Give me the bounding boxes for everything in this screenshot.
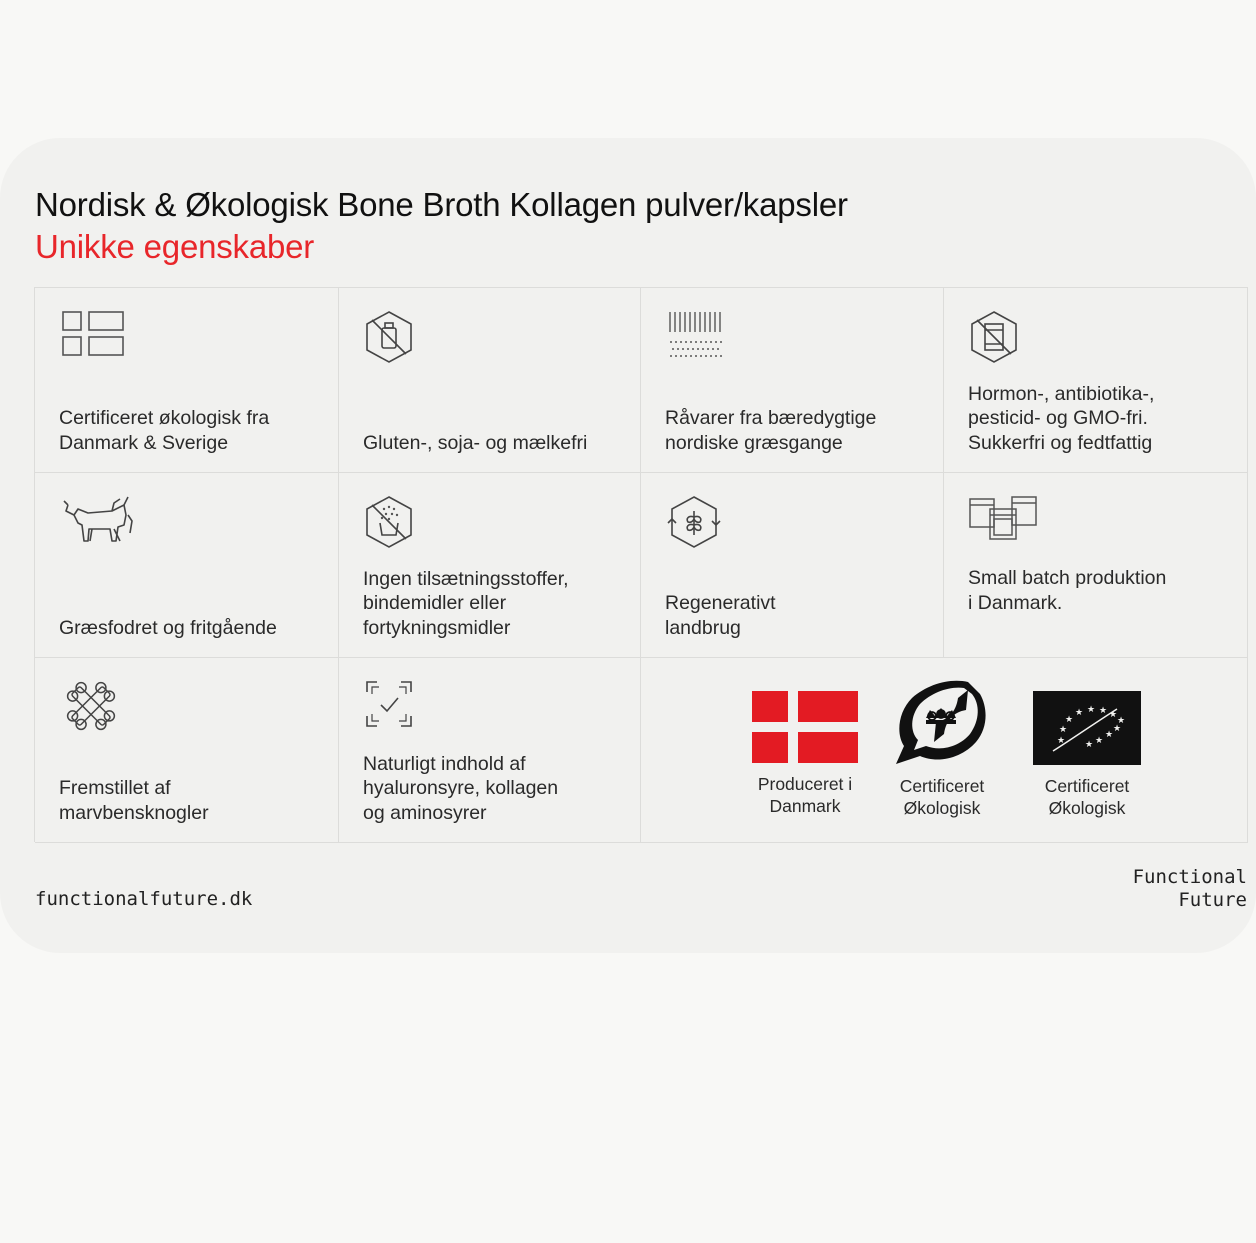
bones-icon [65, 680, 117, 732]
feature-text: Certificeret økologisk fra Danmark & Sverige [59, 407, 270, 454]
danish-organic-label-icon [894, 680, 988, 773]
small-batch-jars-icon [968, 495, 1038, 543]
scan-check-icon [365, 680, 413, 728]
svg-text:★: ★ [1057, 736, 1066, 746]
svg-text:★: ★ [1099, 706, 1108, 716]
feature-cell-small-batch [944, 473, 1248, 658]
feature-cell-no-additives [339, 473, 641, 658]
svg-text:★: ★ [1113, 724, 1122, 734]
page-subtitle: Unikke egenskaber [35, 228, 315, 265]
feature-text: Gluten-, soja- og mælkefri [363, 431, 588, 454]
feature-text: Regenerativt landbrug [665, 592, 776, 639]
feature-text: Ingen tilsætningsstoffer, bindemidler eller fortykningsmidler [363, 567, 569, 639]
svg-text:★: ★ [1065, 715, 1074, 725]
feature-cell-bones [35, 658, 339, 843]
feature-cell-certified [35, 288, 339, 473]
brand-logo-text: Functional Future [1132, 866, 1247, 911]
feature-text: Fremstillet af marvbensknogler [59, 777, 209, 824]
hormone-free-icon [969, 310, 1019, 364]
feature-cell-natural-content [339, 658, 641, 843]
no-additives-icon [364, 495, 414, 549]
feature-cell-regenerative [641, 473, 944, 658]
danish-flag-icon [752, 691, 858, 768]
svg-text:★: ★ [1085, 740, 1094, 750]
badge-caption: Certificeret Økologisk [1044, 776, 1130, 818]
badge-caption: Certificeret Økologisk [899, 776, 985, 818]
svg-text:★: ★ [1059, 725, 1068, 735]
grass-pasture-icon [668, 310, 724, 360]
svg-text:★: ★ [1105, 730, 1114, 740]
badge-caption: Produceret i Danmark [757, 774, 853, 816]
svg-text:★: ★ [1087, 705, 1096, 715]
page-title: Nordisk & Økologisk Bone Broth Kollagen pulver/kapsler [35, 186, 848, 223]
feature-text: Hormon-, antibiotika-, pesticid- og GMO-fri. Sukkerfri og fedtfattig [968, 382, 1155, 454]
svg-text:★: ★ [1095, 736, 1104, 746]
feature-cell-grass-fed [35, 473, 339, 658]
feature-text: Råvarer fra bæredygtige nordiske græsgange [665, 407, 877, 454]
feature-text: Small batch produktion i Danmark. [968, 567, 1167, 614]
svg-text:★: ★ [1075, 708, 1084, 718]
cow-icon [62, 493, 136, 549]
feature-cell-allergen-free [339, 288, 641, 473]
feature-text: Naturligt indhold af hyaluronsyre, kollagen og aminosyrer [363, 752, 559, 824]
badge-produced-in-denmark [735, 668, 875, 828]
certification-badges [641, 658, 1248, 843]
svg-text:★: ★ [1117, 716, 1126, 726]
website-link[interactable]: functionalfuture.dk [35, 888, 253, 910]
certified-blocks-icon [62, 311, 124, 357]
badge-danish-organic [871, 668, 1011, 828]
regenerative-plant-icon [667, 495, 721, 549]
feature-cell-grass [641, 288, 944, 473]
eu-organic-leaf-icon [1033, 691, 1141, 770]
badge-eu-organic [1017, 668, 1157, 828]
feature-text: Græsfodret og fritgående [59, 616, 277, 639]
features-grid [34, 287, 1248, 842]
feature-cell-hormone-free [944, 288, 1248, 473]
svg-text:★: ★ [1109, 710, 1118, 720]
allergen-free-icon [364, 310, 414, 364]
